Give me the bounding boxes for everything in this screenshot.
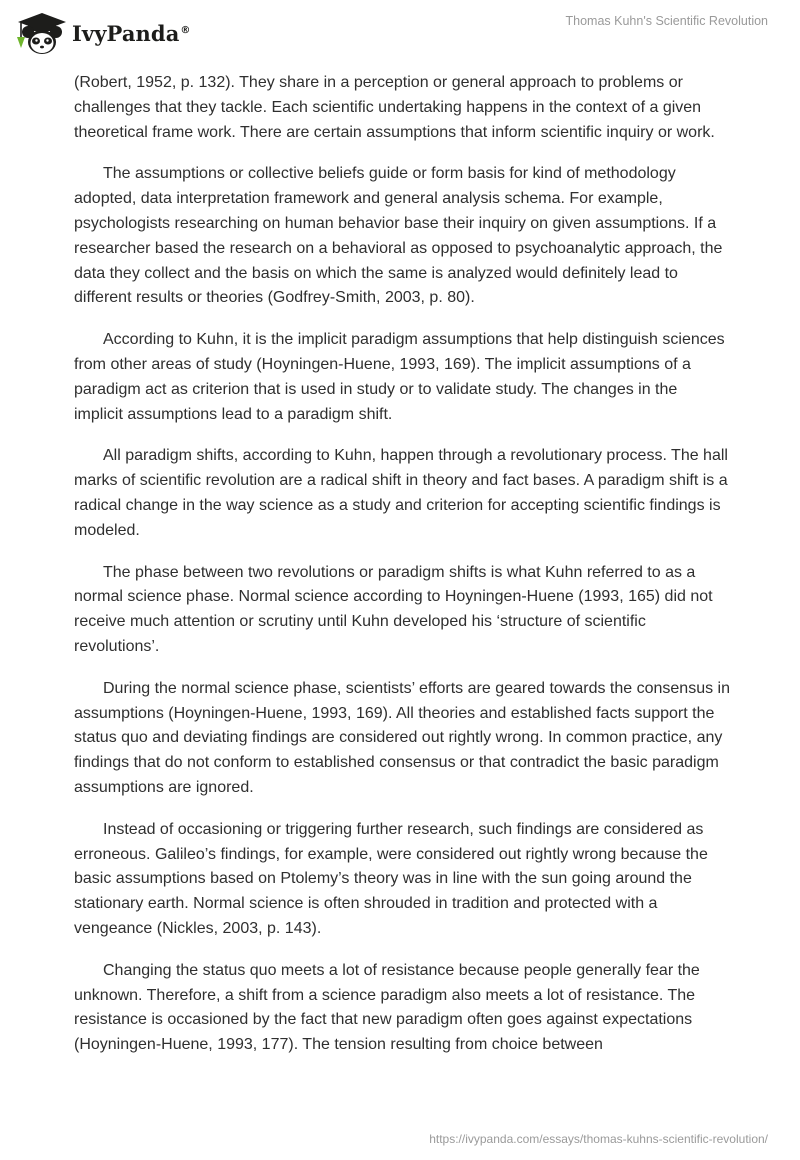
- document-title: Thomas Kuhn's Scientific Revolution: [565, 14, 768, 28]
- paragraph: Instead of occasioning or triggering further research, such findings are considered as erroneous. Galileo’s findings, for example, were considered out rightly wrong because the basic assumptions based on Ptolemy’s theory was in line with the sun going around the stationary earth. Normal science is often shrouded in tradition and protected with a vengeance (Nickles, 2003, p. 143).: [74, 820, 708, 937]
- paragraph: The assumptions or collective beliefs guide or form basis for kind of methodology adopted, data interpretation framework and general analysis schema. For example, psychologists researching on human behavior base their inquiry on given assumptions. If a researcher based the research on a behavioral as opposed to psychoanalytic approach, the data they collect and the basis on which the same is analyzed would definitely lead to different results or theories (Godfrey-Smith, 2003, p. 80).: [74, 165, 723, 307]
- registered-mark: ®: [180, 24, 191, 36]
- source-url[interactable]: https://ivypanda.com/essays/thomas-kuhns-scientific-revolution/: [429, 1132, 768, 1146]
- ivypanda-logo[interactable]: [14, 10, 191, 56]
- paragraph: According to Kuhn, it is the implicit paradigm assumptions that help distinguish sciences from other areas of study (Hoyningen-Huene, 1993, 169). The implicit assumptions of a paradigm act as criterion that is used in study or to validate study. The changes in the implicit assumptions lead to a paradigm shift.: [74, 331, 725, 423]
- paragraph: All paradigm shifts, according to Kuhn, happen through a revolutionary process. The hall marks of scientific revolution are a radical shift in theory and fact bases. A paradigm shift is a radical change in the way science as a study and criterion for accepting scientific findings is modeled.: [74, 447, 728, 539]
- paragraph: Changing the status quo meets a lot of resistance because people generally fear the unknown. Therefore, a shift from a science paradigm also meets a lot of resistance. The resistance is occasioned by the fact that new paradigm often goes against expectations (Hoyningen-Huene, 1993, 177). The tension resulting from choice between: [74, 961, 700, 1054]
- brand-text: IvyPanda: [72, 20, 180, 46]
- brand-name: [72, 21, 191, 46]
- page-header: [0, 0, 800, 70]
- essay-body: [74, 71, 730, 1075]
- paragraph: During the normal science phase, scientists’ efforts are geared towards the consensus in assumptions (Hoyningen-Huene, 1993, 169). All theories and established facts support the status quo and deviating findings are considered out rightly wrong. In common practice, any findings that do not conform to established consensus or that contradict the basic paradigm assumptions are ignored.: [74, 679, 730, 796]
- paragraph: The phase between two revolutions or paradigm shifts is what Kuhn referred to as a normal science phase. Normal science according to Hoyningen-Huene (1993, 165) did not receive much attention or scrutiny until Kuhn developed his ‘structure of scientific revolutions’.: [74, 563, 713, 655]
- paragraph: (Robert, 1952, p. 132). They share in a perception or general approach to problems or challenges that they tackle. Each scientific undertaking happens in the context of a given theoretical frame work. There are certain assumptions that inform scientific inquiry or work.: [74, 74, 715, 141]
- panda-graduate-icon: [14, 10, 68, 56]
